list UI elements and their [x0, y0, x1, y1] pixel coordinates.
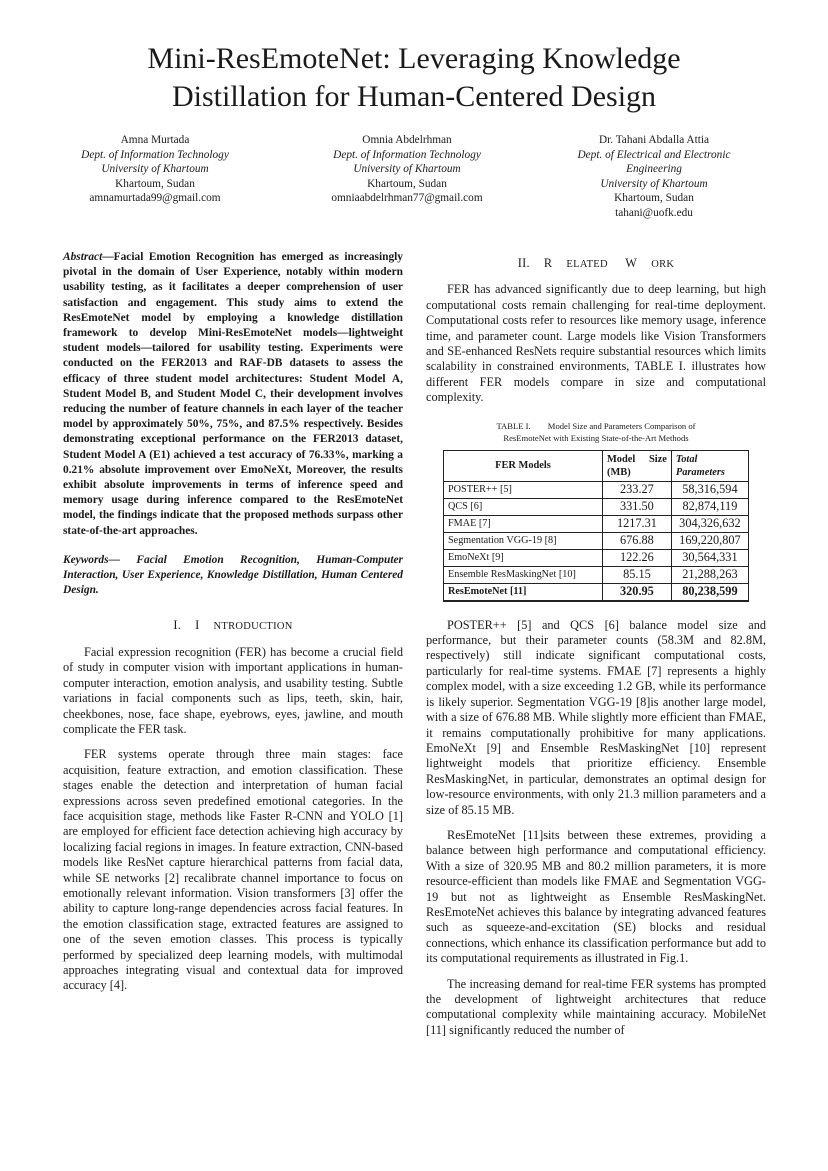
table-cell: FMAE [7] [444, 515, 603, 532]
author-email: tahani@uofk.edu [615, 206, 693, 219]
table-cell: 233.27 [603, 481, 672, 498]
table-cell: 331.50 [603, 498, 672, 515]
table-cell: 80,238,599 [671, 583, 748, 601]
paragraph: Facial expression recognition (FER) has become a crucial field of study in computer vision with important applications in human-computer interaction, emotion analysis, and usability testing. Subtle variations in facial components such as lips, teeth, skin, hair, cheekbones, nose, face shape, eyebrows, eyes, jawline, and mouth complicate the FER task. [63, 644, 403, 736]
author-name: Amna Murtada [120, 134, 190, 146]
author-email: omniaabdelrhman77@gmail.com [331, 192, 483, 205]
table-cell: POSTER++ [5] [444, 481, 603, 498]
table-row-highlighted [444, 583, 749, 601]
paragraph: ResEmoteNet [11]sits between these extremes, providing a balance between high performance and computational efficiency. With a size of 320.95 MB and 80.2 million parameters, it is more resource-efficient than models like FMAE and Segmentation VGG-19 but not as lightweight as Ensemble ResMaskingNet. ResEmoteNet achieves this balance by integrating advanced features such as squeeze-and-excitation (SE) blocks and residual connections, which enhance its classification performance but add to its computational requirements as illustrated in Fig.1. [426, 827, 766, 966]
paragraph: FER systems operate through three main stages: face acquisition, feature extraction, and emotion classification. These stages enable the detection and interpretation of human facial expressions across seven predefined emotional categories. In the face acquisition stage, methods like Faster R-CNN and YOLO [1] are employed for efficient face detection achieving high accuracy by localizing facial regions in images. In feature extraction, CNN-based models like ResNet capture hierarchical patterns from facial data, while SE networks [2] recalibrate channel importance to focus on emotionally relevant information. Vision transformers [3] offer the ability to capture long-range dependencies across facial features. In the emotion classification stage, extracted features are assigned to one of the seven emotion classes. This process is typically performed by specialized deep learning models, with multimodal approaches integrating visual and contextual data for improved accuracy [4]. [63, 747, 403, 993]
comparison-table [443, 450, 749, 602]
table-cell: 58,316,594 [671, 481, 748, 498]
author-email: amnamurtada99@gmail.com [89, 192, 221, 205]
table-cell: QCS [6] [444, 498, 603, 515]
title-line-2: Distillation for Human-Centered Design [171, 80, 657, 113]
table-row [444, 549, 749, 566]
column-header: Model Size (MB) [603, 450, 672, 481]
table-cell: 304,326,632 [671, 515, 748, 532]
author-location: Khartoum, Sudan [367, 177, 447, 190]
paragraph: The increasing demand for real-time FER systems has prompted the development of lightweight architectures that reduce computational complexity while maintaining accuracy. MobileNet [11] significantly reduced the number of [426, 976, 766, 1037]
keywords: Keywords— Facial Emotion Recognition, Human-Computer Interaction, User Experience, Knowledge Distillation, Human Centered Design. [63, 553, 403, 597]
table-cell: 169,220,807 [671, 532, 748, 549]
table-row [444, 515, 749, 532]
title-line-1: Mini-ResEmoteNet: Leveraging Knowledge [147, 42, 681, 75]
table-cell: ResEmoteNet [11] [444, 583, 603, 601]
introduction-body [63, 645, 403, 994]
section-heading-introduction: I. I NTRODUCTION [173, 618, 293, 633]
author-university: University of Khartoum [353, 163, 461, 176]
table-row [444, 498, 749, 515]
author-department: Dept. of Information Technology [333, 148, 481, 161]
abstract-text: —Facial Emotion Recognition has emerged as increasingly pivotal in the domain of User Experience, notably within modern usability testing, as it facilitates a deeper comprehension of user satisfaction and engagement. This study aims to extend the ResEmoteNet model by employing a knowledge distillation framework to develop Mini-ResEmoteNet models—lightweight student models—tailored for usability testing. Experiments were conducted on the FER2013 and RAF-DB datasets to assess the efficacy of three student model architectures: Student Model A, Student Model B, and Student Model C, their development involves reducing the number of feature channels in each layer of the teacher model by approximately 50%, 75%, and 87.5% respectively. Besides demonstrating exceptional performance on the FER2013 dataset, Student Model A (E1) achieved a test accuracy of 76.33%, marking a 0.21% absolute improvement over EmoNeXt, Moreover, the results exhibit absolute improvements in terms of inference speed and memory usage during inference compared to the ResEmoteNet model, the findings indicate that the proposed methods surpass other state-of-the-art approaches. [63, 251, 403, 537]
author-university: University of Khartoum [101, 163, 209, 176]
table-row [444, 532, 749, 549]
section-number: I. [173, 618, 182, 633]
abstract [63, 250, 403, 539]
table-cell: 21,288,263 [671, 566, 748, 583]
author-block-3 [554, 133, 754, 221]
left-column [63, 250, 403, 1004]
table-caption: TABLE I. Model Size and Parameters Comparison of ResEmoteNet with Existing State-of-the-Art Methods [496, 420, 696, 443]
table-cell: Ensemble ResMaskingNet [10] [444, 566, 603, 583]
table-cell: EmoNeXt [9] [444, 549, 603, 566]
section-number: II. [517, 256, 530, 270]
author-block-1 [40, 133, 270, 206]
table-cell: 30,564,331 [671, 549, 748, 566]
section-heading-related-work: II. R ELATED W ORK [517, 256, 675, 270]
author-location: Khartoum, Sudan [115, 177, 195, 190]
table-cell: 320.95 [603, 583, 672, 601]
table-row [444, 481, 749, 498]
related-work-body-continued [426, 618, 766, 1039]
table-cell: Segmentation VGG-19 [8] [444, 532, 603, 549]
paragraph: POSTER++ [5] and QCS [6] balance model size and performance, but their parameter counts (58.3M and 82.8M, respectively) still indicate significant computational costs, particularly for real-time systems. FMAE [7] represents a highly complex model, with a size exceeding 1.2 GB, while its performance is likely superior. Segmentation VGG-19 [8]is another large model, with a size of 676.88 MB. While slightly more efficient than FMAE, it remains computationally prohibitive for many applications. EmoNeXt [9] and Ensemble ResMaskingNet [10] represent lightweight models that prioritize efficiency. Ensemble ResMaskingNet, in particular, demonstrates an optimal design for low-resource environments, with only 21.3 million parameters and a size of 85.15 MB. [426, 617, 766, 817]
table-row [444, 566, 749, 583]
author-university: University of Khartoum [600, 177, 708, 190]
table-cell: 1217.31 [603, 515, 672, 532]
table-header-row [444, 450, 749, 481]
author-name: Omnia Abdelrhman [362, 134, 452, 146]
related-work-body [426, 282, 766, 405]
table-cell: 85.15 [603, 566, 672, 583]
author-department: Dept. of Information Technology [81, 148, 229, 161]
right-column [426, 256, 766, 1048]
author-department: Dept. of Electrical and Electronic Engineering [577, 148, 731, 176]
table-cell: 82,874,119 [671, 498, 748, 515]
author-name: Dr. Tahani Abdalla Attia [598, 134, 710, 146]
author-block-2 [292, 133, 522, 206]
paragraph: FER has advanced significantly due to deep learning, but high computational costs remain challenging for real-time deployment. Computational costs refer to resources like memory usage, inference time, and parameter count. Large models like Vision Transformers and SE-enhanced ResNets require substantial resources which limits scalability in constrained environments, TABLE I. illustrates how different FER models compare in size and computational complexity. [426, 282, 766, 405]
table-cell: 122.26 [603, 549, 672, 566]
column-header: FER Models [444, 450, 603, 481]
table-cell: 676.88 [603, 532, 672, 549]
abstract-lead: Abstract [63, 251, 103, 263]
author-location: Khartoum, Sudan [614, 192, 694, 205]
paper-title [60, 40, 768, 116]
column-header: Total Parameters [671, 450, 748, 481]
